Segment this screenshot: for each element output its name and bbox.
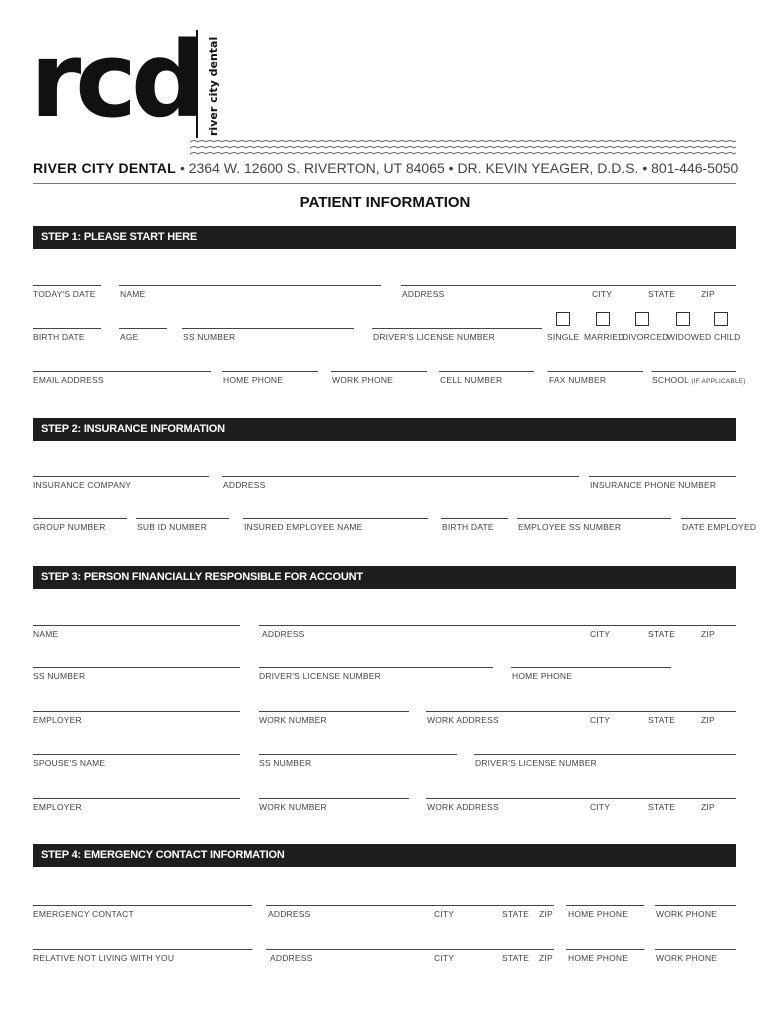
resp-zip-label: ZIP bbox=[701, 629, 715, 639]
email-label: EMAIL ADDRESS bbox=[33, 375, 104, 385]
spouse-employer-field[interactable] bbox=[33, 798, 240, 799]
address-label: ADDRESS bbox=[402, 289, 445, 299]
employee-ss-label: EMPLOYEE SS NUMBER bbox=[518, 522, 622, 532]
todays-date-label: TODAY'S DATE bbox=[33, 289, 96, 299]
insurance-company-label: INSURANCE COMPANY bbox=[33, 480, 132, 490]
insurance-birth-date-field[interactable] bbox=[441, 518, 508, 519]
resp-address-label: ADDRESS bbox=[262, 629, 305, 639]
step-2-bar: STEP 2: INSURANCE INFORMATION bbox=[33, 418, 736, 441]
relative-zip-label: ZIP bbox=[539, 953, 553, 963]
resp-state-label: STATE bbox=[648, 629, 676, 639]
spouse-ss-label: SS NUMBER bbox=[259, 758, 312, 768]
resp-work-zip-label: ZIP bbox=[701, 715, 715, 725]
age-label: AGE bbox=[120, 332, 139, 342]
state-label: STATE bbox=[648, 289, 676, 299]
spouse-work-state-label: STATE bbox=[648, 802, 676, 812]
group-number-field[interactable] bbox=[33, 518, 127, 519]
resp-drivers-license-label: DRIVER'S LICENSE NUMBER bbox=[259, 671, 381, 681]
relative-work-phone-label: WORK PHONE bbox=[656, 953, 718, 963]
spouse-work-address-label: WORK ADDRESS bbox=[427, 802, 499, 812]
employee-ss-field[interactable] bbox=[517, 518, 671, 519]
relative-address-label: ADDRESS bbox=[270, 953, 313, 963]
insurance-address-field[interactable] bbox=[222, 476, 579, 477]
address-field[interactable] bbox=[401, 285, 736, 286]
relative-label: RELATIVE NOT LIVING WITH YOU bbox=[33, 953, 175, 963]
work-phone-field[interactable] bbox=[331, 371, 427, 372]
single-checkbox[interactable] bbox=[556, 312, 570, 326]
wave-ornament bbox=[190, 138, 736, 160]
resp-employer-field[interactable] bbox=[33, 711, 240, 712]
resp-home-phone-label: HOME PHONE bbox=[512, 671, 573, 681]
relative-state-label: STATE bbox=[502, 953, 530, 963]
insurance-birth-date-label: BIRTH DATE bbox=[442, 522, 494, 532]
city-label: CITY bbox=[592, 289, 613, 299]
widowed-checkbox[interactable] bbox=[676, 312, 690, 326]
resp-city-label: CITY bbox=[590, 629, 611, 639]
relative-address-field[interactable] bbox=[266, 949, 554, 950]
birth-date-field[interactable] bbox=[33, 328, 101, 329]
resp-work-number-field[interactable] bbox=[259, 711, 409, 712]
spouse-drivers-license-field[interactable] bbox=[474, 754, 736, 755]
date-employed-field[interactable] bbox=[681, 518, 736, 519]
name-field[interactable] bbox=[119, 285, 381, 286]
age-field[interactable] bbox=[119, 328, 167, 329]
school-label bbox=[652, 375, 746, 385]
cell-number-label: CELL NUMBER bbox=[440, 375, 503, 385]
spouse-drivers-license-label: DRIVER'S LICENSE NUMBER bbox=[475, 758, 597, 768]
fax-number-label: FAX NUMBER bbox=[549, 375, 607, 385]
spouse-employer-label: EMPLOYER bbox=[33, 802, 82, 812]
spouse-work-number-label: WORK NUMBER bbox=[259, 802, 327, 812]
relative-city-label: CITY bbox=[434, 953, 455, 963]
relative-home-phone-field[interactable] bbox=[566, 949, 644, 950]
insurance-phone-field[interactable] bbox=[589, 476, 736, 477]
resp-work-address-field[interactable] bbox=[426, 711, 736, 712]
ss-number-label: SS NUMBER bbox=[183, 332, 236, 342]
school-label-text: SCHOOL bbox=[652, 375, 689, 385]
resp-name-field[interactable] bbox=[33, 625, 240, 626]
insurance-phone-label: INSURANCE PHONE NUMBER bbox=[590, 480, 717, 490]
header-divider bbox=[33, 183, 736, 184]
resp-work-number-label: WORK NUMBER bbox=[259, 715, 327, 725]
resp-home-phone-field[interactable] bbox=[511, 667, 671, 668]
home-phone-label: HOME PHONE bbox=[223, 375, 284, 385]
single-label: SINGLE bbox=[547, 332, 580, 342]
spouse-name-label: SPOUSE'S NAME bbox=[33, 758, 106, 768]
insurance-company-field[interactable] bbox=[33, 476, 209, 477]
child-checkbox[interactable] bbox=[714, 312, 728, 326]
emergency-work-phone-field[interactable] bbox=[655, 905, 736, 906]
resp-work-address-label: WORK ADDRESS bbox=[427, 715, 499, 725]
name-label: NAME bbox=[120, 289, 146, 299]
school-field[interactable] bbox=[652, 371, 736, 372]
sub-id-label: SUB ID NUMBER bbox=[137, 522, 208, 532]
zip-label: ZIP bbox=[701, 289, 715, 299]
drivers-license-label: DRIVER'S LICENSE NUMBER bbox=[373, 332, 495, 342]
email-field[interactable] bbox=[33, 371, 211, 372]
emergency-contact-label: EMERGENCY CONTACT bbox=[33, 909, 134, 919]
emergency-contact-field[interactable] bbox=[33, 905, 252, 906]
emergency-home-phone-label: HOME PHONE bbox=[568, 909, 629, 919]
relative-field[interactable] bbox=[33, 949, 252, 950]
emergency-state-label: STATE bbox=[502, 909, 530, 919]
resp-drivers-license-field[interactable] bbox=[259, 667, 493, 668]
drivers-license-field[interactable] bbox=[372, 328, 542, 329]
birth-date-label: BIRTH DATE bbox=[33, 332, 85, 342]
resp-address-field[interactable] bbox=[259, 625, 736, 626]
spouse-work-zip-label: ZIP bbox=[701, 802, 715, 812]
divorced-label: DIVORCED bbox=[622, 332, 669, 342]
resp-employer-label: EMPLOYER bbox=[33, 715, 82, 725]
child-label: CHILD bbox=[714, 332, 741, 342]
logo-tagline: river city dental bbox=[207, 36, 220, 136]
home-phone-field[interactable] bbox=[222, 371, 318, 372]
emergency-zip-label: ZIP bbox=[539, 909, 553, 919]
married-label: MARRIED bbox=[584, 332, 625, 342]
spouse-work-city-label: CITY bbox=[590, 802, 611, 812]
todays-date-field[interactable] bbox=[33, 285, 101, 286]
cell-number-field[interactable] bbox=[439, 371, 534, 372]
work-phone-label: WORK PHONE bbox=[332, 375, 394, 385]
step-3-bar: STEP 3: PERSON FINANCIALLY RESPONSIBLE FOR ACCOUNT bbox=[33, 566, 736, 589]
spouse-work-number-field[interactable] bbox=[259, 798, 409, 799]
emergency-city-label: CITY bbox=[434, 909, 455, 919]
relative-work-phone-field[interactable] bbox=[655, 949, 736, 950]
practice-header bbox=[33, 160, 738, 176]
relative-home-phone-label: HOME PHONE bbox=[568, 953, 629, 963]
insurance-address-label: ADDRESS bbox=[223, 480, 266, 490]
ss-number-field[interactable] bbox=[182, 328, 354, 329]
spouse-work-address-field[interactable] bbox=[426, 798, 736, 799]
emergency-address-field[interactable] bbox=[266, 905, 554, 906]
spouse-ss-field[interactable] bbox=[259, 754, 457, 755]
emergency-work-phone-label: WORK PHONE bbox=[656, 909, 718, 919]
logo-mark: rcd bbox=[30, 19, 200, 141]
emergency-address-label: ADDRESS bbox=[268, 909, 311, 919]
resp-work-state-label: STATE bbox=[648, 715, 676, 725]
insured-employee-label: INSURED EMPLOYEE NAME bbox=[244, 522, 363, 532]
school-note: (IF APPLICABLE) bbox=[691, 378, 746, 385]
spouse-name-field[interactable] bbox=[33, 754, 240, 755]
insured-employee-field[interactable] bbox=[243, 518, 428, 519]
resp-work-city-label: CITY bbox=[590, 715, 611, 725]
emergency-home-phone-field[interactable] bbox=[566, 905, 644, 906]
resp-name-label: NAME bbox=[33, 629, 59, 639]
married-checkbox[interactable] bbox=[596, 312, 610, 326]
page-title: PATIENT INFORMATION bbox=[299, 194, 471, 211]
practice-name: RIVER CITY DENTAL bbox=[33, 160, 177, 176]
step-1-bar: STEP 1: PLEASE START HERE bbox=[33, 226, 736, 249]
widowed-label: WIDOWED bbox=[667, 332, 712, 342]
date-employed-label: DATE EMPLOYED bbox=[682, 522, 757, 532]
step-4-bar: STEP 4: EMERGENCY CONTACT INFORMATION bbox=[33, 844, 736, 867]
divorced-checkbox[interactable] bbox=[635, 312, 649, 326]
sub-id-field[interactable] bbox=[136, 518, 229, 519]
group-number-label: GROUP NUMBER bbox=[33, 522, 106, 532]
logo-tagline-graphic bbox=[193, 30, 227, 140]
resp-ss-label: SS NUMBER bbox=[33, 671, 86, 681]
practice-details: • 2364 W. 12600 S. RIVERTON, UT 84065 • DR. KEVIN YEAGER, D.D.S. • 801-446-5050 bbox=[179, 160, 739, 176]
resp-ss-field[interactable] bbox=[33, 667, 240, 668]
fax-number-field[interactable] bbox=[548, 371, 643, 372]
